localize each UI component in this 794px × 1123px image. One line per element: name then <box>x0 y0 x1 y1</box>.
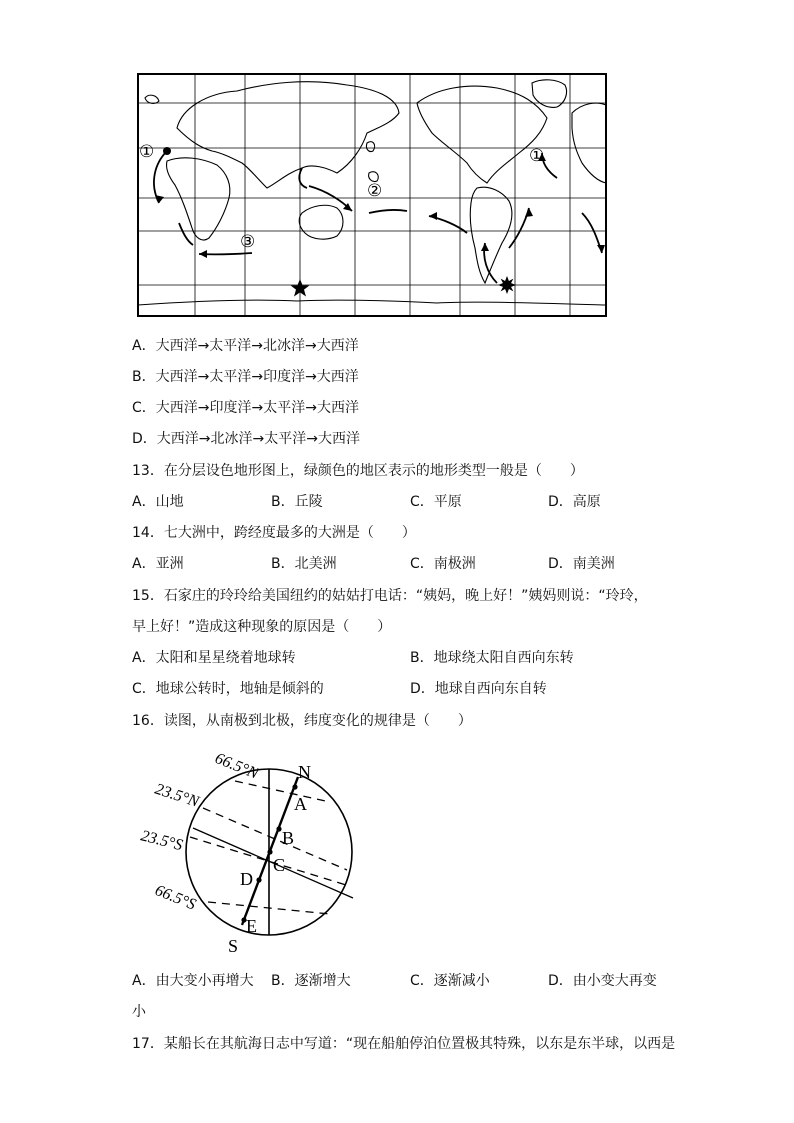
route-label-3: ③ <box>240 232 256 251</box>
q13-stem: 13．在分层设色地形图上，绿颜色的地区表示的地形类型一般是（ ） <box>132 463 584 479</box>
q12-option-c[interactable]: C．大西洋→印度洋→太平洋→大西洋 <box>132 400 359 416</box>
q16-option-a[interactable]: A．由大变小再增大 <box>132 973 254 989</box>
q14-option-b[interactable]: B．北美洲 <box>271 556 337 572</box>
lat-label-66n: 66.5°N <box>212 749 261 783</box>
point-label-c: C <box>273 855 286 875</box>
lat-label-23s: 23.5°S <box>139 827 185 855</box>
q12-option-d[interactable]: D．大西洋→北冰洋→太平洋→大西洋 <box>132 431 360 447</box>
q13-option-a[interactable]: A．山地 <box>132 494 184 510</box>
q14-option-d[interactable]: D．南美洲 <box>548 556 615 572</box>
q14-option-a[interactable]: A．亚洲 <box>132 556 184 572</box>
route-label-1-left: ① <box>139 142 155 161</box>
world-route-map <box>137 73 607 317</box>
q15-option-a[interactable]: A．太阳和星星绕着地球转 <box>132 650 296 666</box>
point-label-e: E <box>246 916 257 936</box>
point-label-d: D <box>240 869 253 889</box>
q13-option-b[interactable]: B．丘陵 <box>271 494 323 510</box>
lat-label-23n: 23.5°N <box>152 780 201 811</box>
q16-option-b[interactable]: B．逐渐增大 <box>271 973 351 989</box>
q14-stem: 14．七大洲中，跨经度最多的大洲是（ ） <box>132 525 416 541</box>
q16-option-d-wrap: 小 <box>132 1004 146 1020</box>
pole-label-s: S <box>228 936 239 956</box>
q16-option-d[interactable]: D．由小变大再变 <box>548 973 657 989</box>
q15-option-b[interactable]: B．地球绕太阳自西向东转 <box>410 650 574 666</box>
lat-label-66s: 66.5°S <box>152 881 199 914</box>
q12-option-b[interactable]: B．大西洋→太平洋→印度洋→大西洋 <box>132 369 359 385</box>
q12-option-a[interactable]: A．大西洋→太平洋→北冰洋→大西洋 <box>132 338 359 354</box>
q15-stem-line1: 15．石家庄的玲玲给美国纽约的姑姑打电话：“姨妈，晚上好！”姨妈则说：“玲玲， <box>132 588 648 604</box>
route-label-2: ② <box>367 181 383 200</box>
q14-option-c[interactable]: C．南极洲 <box>410 556 476 572</box>
q17-stem: 17．某船长在其航海日志中写道：“现在船舶停泊位置极其特殊，以东是东半球，以西是 <box>132 1036 676 1052</box>
route-label-1-right: ① <box>529 146 545 165</box>
q15-stem-line2: 早上好！”造成这种现象的原因是（ ） <box>132 619 392 635</box>
start-point-marker <box>163 147 171 155</box>
point-label-b: B <box>282 828 295 848</box>
pole-label-n: N <box>298 762 311 782</box>
q16-stem: 16．读图，从南极到北极，纬度变化的规律是（ ） <box>132 713 472 729</box>
q13-option-c[interactable]: C．平原 <box>410 494 462 510</box>
eight-point-star-icon <box>498 276 516 294</box>
latitude-globe-diagram <box>132 740 372 960</box>
point-label-a: A <box>294 794 307 814</box>
q15-option-c[interactable]: C．地球公转时，地轴是倾斜的 <box>132 681 324 697</box>
q16-option-c[interactable]: C．逐渐减小 <box>410 973 490 989</box>
q15-option-d[interactable]: D．地球自西向东自转 <box>410 681 547 697</box>
q13-option-d[interactable]: D．高原 <box>548 494 601 510</box>
